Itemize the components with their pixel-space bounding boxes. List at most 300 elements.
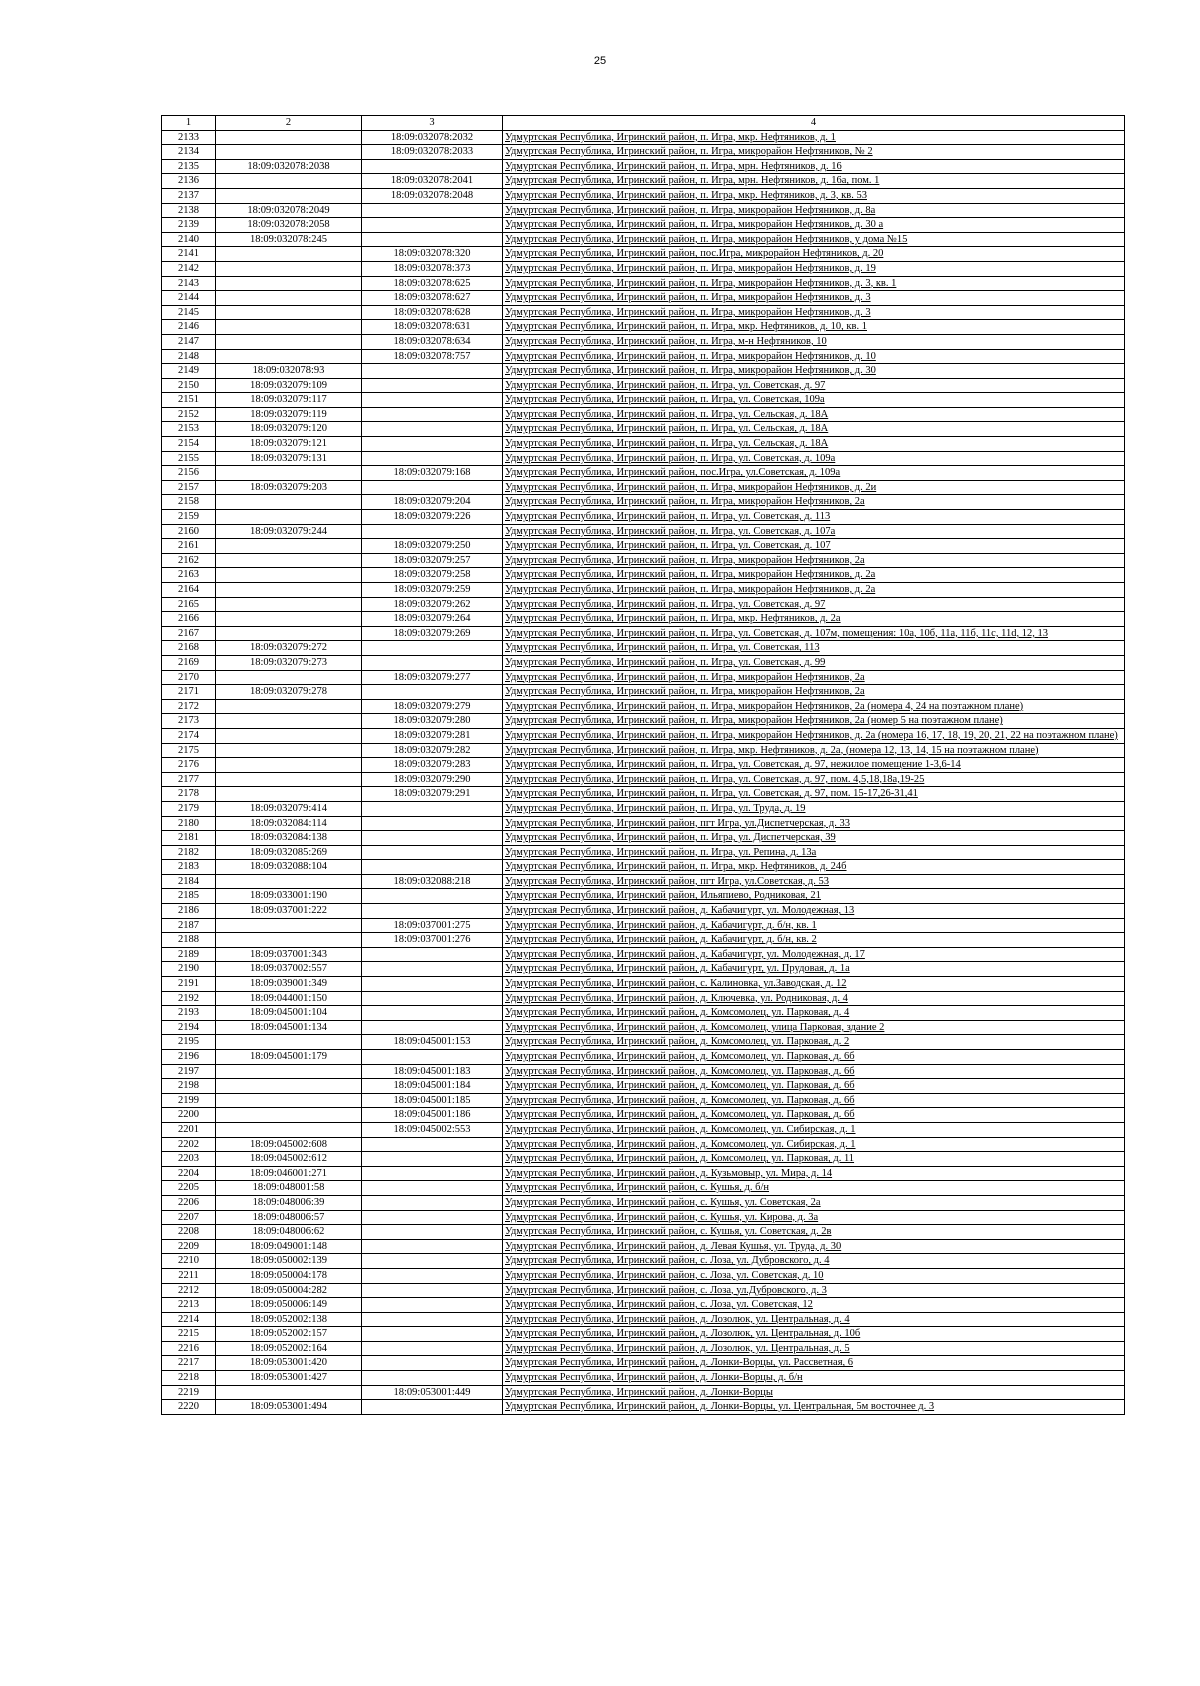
cadastral-number-cell: 18:09:053001:494 <box>216 1400 362 1415</box>
cadastral-number-alt-cell <box>362 860 503 875</box>
cadastral-number-cell <box>216 1108 362 1123</box>
cadastral-number-cell: 18:09:032078:245 <box>216 232 362 247</box>
table-row <box>162 612 1125 627</box>
cadastral-number-alt-cell <box>362 685 503 700</box>
table-row <box>162 407 1125 422</box>
cadastral-number-cell: 18:09:032085:269 <box>216 845 362 860</box>
row-number-cell: 2215 <box>162 1327 216 1342</box>
cadastral-number-cell <box>216 553 362 568</box>
table-row <box>162 218 1125 233</box>
row-number-cell: 2154 <box>162 437 216 452</box>
row-number-cell: 2148 <box>162 349 216 364</box>
row-number-cell: 2155 <box>162 451 216 466</box>
address-cell: Удмуртская Республика, Игринский район, д. Комсомолец, ул. Парковая, д. 4 <box>503 1006 1125 1021</box>
row-number-cell: 2209 <box>162 1239 216 1254</box>
row-number-cell: 2159 <box>162 510 216 525</box>
table-row <box>162 1093 1125 1108</box>
cadastral-number-alt-cell: 18:09:032079:279 <box>362 699 503 714</box>
address-cell: Удмуртская Республика, Игринский район, п. Игра, микрорайон Нефтяников, № 2 <box>503 145 1125 160</box>
cadastral-number-cell: 18:09:032078:2058 <box>216 218 362 233</box>
row-number-cell: 2168 <box>162 641 216 656</box>
row-number-cell: 2175 <box>162 743 216 758</box>
address-cell: Удмуртская Республика, Игринский район, д. Кабачигурт, ул. Прудовая, д. 1а <box>503 962 1125 977</box>
cadastral-number-alt-cell: 18:09:032079:282 <box>362 743 503 758</box>
address-cell: Удмуртская Республика, Игринский район, д. Комсомолец, ул. Сибирская, д. 1 <box>503 1137 1125 1152</box>
address-cell: Удмуртская Республика, Игринский район, п. Игра, ул. Советская, д. 97 <box>503 597 1125 612</box>
address-cell: Удмуртская Республика, Игринский район, Ильяпиево, Родниковая, 21 <box>503 889 1125 904</box>
cadastral-number-alt-cell <box>362 1312 503 1327</box>
row-number-cell: 2179 <box>162 801 216 816</box>
cadastral-number-alt-cell <box>362 378 503 393</box>
table-row <box>162 597 1125 612</box>
table-row <box>162 305 1125 320</box>
table-row <box>162 1035 1125 1050</box>
cadastral-number-cell <box>216 597 362 612</box>
table-row <box>162 1298 1125 1313</box>
row-number-cell: 2203 <box>162 1152 216 1167</box>
cadastral-number-cell <box>216 728 362 743</box>
address-cell: Удмуртская Республика, Игринский район, п. Игра, микрорайон Нефтяников, д. 19 <box>503 261 1125 276</box>
cadastral-number-cell <box>216 772 362 787</box>
cadastral-number-cell: 18:09:045002:612 <box>216 1152 362 1167</box>
table-row <box>162 1356 1125 1371</box>
table-row <box>162 1122 1125 1137</box>
cadastral-number-alt-cell <box>362 480 503 495</box>
cadastral-number-alt-cell: 18:09:032078:628 <box>362 305 503 320</box>
row-number-cell: 2195 <box>162 1035 216 1050</box>
table-row <box>162 1385 1125 1400</box>
address-cell: Удмуртская Республика, Игринский район, д. Лонки-Ворцы, ул. Рассветная, 6 <box>503 1356 1125 1371</box>
cadastral-number-cell: 18:09:048001:58 <box>216 1181 362 1196</box>
cadastral-number-alt-cell: 18:09:045001:183 <box>362 1064 503 1079</box>
address-cell: Удмуртская Республика, Игринский район, с. Лоза, ул. Советская, 12 <box>503 1298 1125 1313</box>
cadastral-number-alt-cell: 18:09:032078:631 <box>362 320 503 335</box>
cadastral-number-cell <box>216 1093 362 1108</box>
table-row <box>162 466 1125 481</box>
address-cell: Удмуртская Республика, Игринский район, п. Игра, микрорайон Нефтяников, д. 3 <box>503 291 1125 306</box>
row-number-cell: 2167 <box>162 626 216 641</box>
address-cell: Удмуртская Республика, Игринский район, п. Игра, микрорайон Нефтяников, д. 8а <box>503 203 1125 218</box>
cadastral-number-cell: 18:09:037002:557 <box>216 962 362 977</box>
row-number-cell: 2210 <box>162 1254 216 1269</box>
table-row <box>162 422 1125 437</box>
row-number-cell: 2173 <box>162 714 216 729</box>
cadastral-number-cell <box>216 305 362 320</box>
address-cell: Удмуртская Республика, Игринский район, п. Игра, микрорайон Нефтяников, д. 30 <box>503 364 1125 379</box>
address-cell: Удмуртская Республика, Игринский район, п. Игра, ул. Советская, д. 107 <box>503 539 1125 554</box>
table-row <box>162 1254 1125 1269</box>
table-row <box>162 874 1125 889</box>
cadastral-number-cell <box>216 145 362 160</box>
table-row <box>162 583 1125 598</box>
table-row <box>162 130 1125 145</box>
row-number-cell: 2156 <box>162 466 216 481</box>
row-number-cell: 2174 <box>162 728 216 743</box>
cadastral-number-cell: 18:09:045001:104 <box>216 1006 362 1021</box>
cadastral-number-alt-cell <box>362 991 503 1006</box>
address-cell: Удмуртская Республика, Игринский район, д. Комсомолец, ул. Парковая, д. 6б <box>503 1079 1125 1094</box>
cadastral-number-alt-cell <box>362 947 503 962</box>
cadastral-number-cell <box>216 874 362 889</box>
cadastral-number-cell <box>216 933 362 948</box>
table-row <box>162 261 1125 276</box>
table-row <box>162 364 1125 379</box>
address-cell: Удмуртская Республика, Игринский район, д. Левая Кушья, ул. Труда, д. 30 <box>503 1239 1125 1254</box>
address-cell: Удмуртская Республика, Игринский район, п. Игра, ул. Советская, д. 99 <box>503 655 1125 670</box>
address-cell: Удмуртская Республика, Игринский район, п. Игра, микрорайон Нефтяников, 2а <box>503 685 1125 700</box>
table-row <box>162 1108 1125 1123</box>
table-row <box>162 685 1125 700</box>
table-row <box>162 291 1125 306</box>
cadastral-number-cell: 18:09:045002:608 <box>216 1137 362 1152</box>
address-cell: Удмуртская Республика, Игринский район, п. Игра, микрорайон Нефтяников, 2а (номер 5 на поэтажном плане) <box>503 714 1125 729</box>
cadastral-number-alt-cell <box>362 1195 503 1210</box>
cadastral-number-cell <box>216 670 362 685</box>
row-number-cell: 2200 <box>162 1108 216 1123</box>
table-row <box>162 232 1125 247</box>
cadastral-number-alt-cell <box>362 1152 503 1167</box>
cadastral-number-cell <box>216 130 362 145</box>
cadastral-number-cell <box>216 568 362 583</box>
address-cell: Удмуртская Республика, Игринский район, д. Комсомолец, ул. Парковая, д. 6б <box>503 1108 1125 1123</box>
address-cell: Удмуртская Республика, Игринский район, п. Игра, ул. Советская, д. 97 <box>503 378 1125 393</box>
row-number-cell: 2205 <box>162 1181 216 1196</box>
cadastral-number-cell <box>216 787 362 802</box>
table-row <box>162 1312 1125 1327</box>
row-number-cell: 2146 <box>162 320 216 335</box>
cadastral-number-cell: 18:09:046001:271 <box>216 1166 362 1181</box>
row-number-cell: 2186 <box>162 904 216 919</box>
cadastral-number-cell: 18:09:050002:139 <box>216 1254 362 1269</box>
row-number-cell: 2212 <box>162 1283 216 1298</box>
row-number-cell: 2150 <box>162 378 216 393</box>
cadastral-number-alt-cell <box>362 1268 503 1283</box>
row-number-cell: 2135 <box>162 159 216 174</box>
address-cell: Удмуртская Республика, Игринский район, п. Игра, микрорайон Нефтяников, у дома №15 <box>503 232 1125 247</box>
cadastral-number-alt-cell: 18:09:032078:2041 <box>362 174 503 189</box>
row-number-cell: 2204 <box>162 1166 216 1181</box>
address-cell: Удмуртская Республика, Игринский район, п. Игра, микрорайон Нефтяников, 2а (номера 4, 24 на поэтажном плане) <box>503 699 1125 714</box>
cadastral-number-alt-cell <box>362 1181 503 1196</box>
table-row <box>162 860 1125 875</box>
cadastral-number-alt-cell <box>362 1298 503 1313</box>
row-number-cell: 2177 <box>162 772 216 787</box>
register-table <box>161 115 1125 1415</box>
cadastral-number-alt-cell <box>362 904 503 919</box>
row-number-cell: 2145 <box>162 305 216 320</box>
table-row <box>162 1137 1125 1152</box>
address-cell: Удмуртская Республика, Игринский район, д. Комсомолец, ул. Парковая, д. 2 <box>503 1035 1125 1050</box>
cadastral-number-alt-cell <box>362 1283 503 1298</box>
table-row <box>162 845 1125 860</box>
row-number-cell: 2211 <box>162 1268 216 1283</box>
address-cell: Удмуртская Республика, Игринский район, д. Комсомолец, ул. Парковая, д. 11 <box>503 1152 1125 1167</box>
address-cell: Удмуртская Республика, Игринский район, п. Игра, ул. Советская, д. 109а <box>503 451 1125 466</box>
cadastral-number-alt-cell: 18:09:032079:259 <box>362 583 503 598</box>
cadastral-number-cell: 18:09:039001:349 <box>216 977 362 992</box>
cadastral-number-alt-cell: 18:09:032079:257 <box>362 553 503 568</box>
table-row <box>162 203 1125 218</box>
address-cell: Удмуртская Республика, Игринский район, п. Игра, микрорайон Нефтяников, 2а <box>503 553 1125 568</box>
table-row <box>162 1371 1125 1386</box>
table-row <box>162 772 1125 787</box>
row-number-cell: 2153 <box>162 422 216 437</box>
address-cell: Удмуртская Республика, Игринский район, д. Лонки-Ворцы, ул. Центральная, 5м восточнее д. 3 <box>503 1400 1125 1415</box>
row-number-cell: 2196 <box>162 1050 216 1065</box>
table-row <box>162 1152 1125 1167</box>
cadastral-number-alt-cell <box>362 422 503 437</box>
cadastral-number-cell <box>216 743 362 758</box>
address-cell: Удмуртская Республика, Игринский район, д. Лозолюк, ул. Центральная, д. 4 <box>503 1312 1125 1327</box>
address-cell: Удмуртская Республика, Игринский район, д. Кузьмовыр, ул. Мира, д. 14 <box>503 1166 1125 1181</box>
address-cell: Удмуртская Республика, Игринский район, п. Игра, мкр. Нефтяников, д. 10, кв. 1 <box>503 320 1125 335</box>
table-header-row <box>162 116 1125 131</box>
cadastral-number-cell: 18:09:032079:109 <box>216 378 362 393</box>
address-cell: Удмуртская Республика, Игринский район, п. Игра, мкр. Нефтяников, д. 24б <box>503 860 1125 875</box>
table-row <box>162 349 1125 364</box>
row-number-cell: 2162 <box>162 553 216 568</box>
address-cell: Удмуртская Республика, Игринский район, д. Лозолюк, ул. Центральная, д. 5 <box>503 1341 1125 1356</box>
table-row <box>162 977 1125 992</box>
cadastral-number-cell: 18:09:032079:120 <box>216 422 362 437</box>
row-number-cell: 2169 <box>162 655 216 670</box>
cadastral-number-alt-cell: 18:09:032079:262 <box>362 597 503 612</box>
address-cell: Удмуртская Республика, Игринский район, д. Лонки-Ворцы <box>503 1385 1125 1400</box>
cadastral-number-cell: 18:09:048006:39 <box>216 1195 362 1210</box>
cadastral-number-alt-cell: 18:09:032088:218 <box>362 874 503 889</box>
table-row <box>162 1079 1125 1094</box>
cadastral-number-cell: 18:09:032079:272 <box>216 641 362 656</box>
row-number-cell: 2189 <box>162 947 216 962</box>
cadastral-number-alt-cell <box>362 1327 503 1342</box>
cadastral-number-alt-cell <box>362 218 503 233</box>
table-row <box>162 1400 1125 1415</box>
row-number-cell: 2138 <box>162 203 216 218</box>
cadastral-number-cell <box>216 291 362 306</box>
row-number-cell: 2214 <box>162 1312 216 1327</box>
table-row <box>162 524 1125 539</box>
address-cell: Удмуртская Республика, Игринский район, п. Игра, ул. Советская, д. 113 <box>503 510 1125 525</box>
cadastral-number-cell: 18:09:048006:57 <box>216 1210 362 1225</box>
table-row <box>162 553 1125 568</box>
address-cell: Удмуртская Республика, Игринский район, д. Кабачигурт, д. б/н, кв. 2 <box>503 933 1125 948</box>
row-number-cell: 2180 <box>162 816 216 831</box>
table-row <box>162 787 1125 802</box>
cadastral-number-alt-cell: 18:09:032078:2033 <box>362 145 503 160</box>
cadastral-number-alt-cell <box>362 1166 503 1181</box>
address-cell: Удмуртская Республика, Игринский район, д. Комсомолец, ул. Сибирская, д. 1 <box>503 1122 1125 1137</box>
cadastral-number-alt-cell <box>362 1137 503 1152</box>
cadastral-number-alt-cell <box>362 1239 503 1254</box>
cadastral-number-cell: 18:09:044001:150 <box>216 991 362 1006</box>
cadastral-number-cell <box>216 261 362 276</box>
cadastral-number-alt-cell <box>362 524 503 539</box>
table-row <box>162 699 1125 714</box>
table-row <box>162 758 1125 773</box>
address-cell: Удмуртская Республика, Игринский район, п. Игра, микрорайон Нефтяников, д. 3, кв. 1 <box>503 276 1125 291</box>
cadastral-number-cell: 18:09:048006:62 <box>216 1225 362 1240</box>
cadastral-number-cell: 18:09:032079:203 <box>216 480 362 495</box>
row-number-cell: 2171 <box>162 685 216 700</box>
table-row <box>162 568 1125 583</box>
cadastral-number-cell: 18:09:032079:278 <box>216 685 362 700</box>
row-number-cell: 2176 <box>162 758 216 773</box>
table-row <box>162 1239 1125 1254</box>
address-cell: Удмуртская Республика, Игринский район, п. Игра, мкр. Нефтяников, д. 3, кв. 53 <box>503 188 1125 203</box>
cadastral-number-alt-cell: 18:09:032079:269 <box>362 626 503 641</box>
cadastral-number-cell: 18:09:037001:222 <box>216 904 362 919</box>
address-cell: Удмуртская Республика, Игринский район, п. Игра, ул. Советская, д. 107м, помещения: 10а, 10б, 11а, 11б, 11с, 11d, 12, 13 <box>503 626 1125 641</box>
table-row <box>162 1020 1125 1035</box>
cadastral-number-alt-cell: 18:09:032079:290 <box>362 772 503 787</box>
row-number-cell: 2218 <box>162 1371 216 1386</box>
address-cell: Удмуртская Республика, Игринский район, п. Игра, микрорайон Нефтяников, д. 2а <box>503 568 1125 583</box>
address-cell: Удмуртская Республика, Игринский район, д. Комсомолец, улица Парковая, здание 2 <box>503 1020 1125 1035</box>
address-cell: Удмуртская Республика, Игринский район, с. Кушья, ул. Советская, д. 2в <box>503 1225 1125 1240</box>
row-number-cell: 2201 <box>162 1122 216 1137</box>
row-number-cell: 2149 <box>162 364 216 379</box>
address-cell: Удмуртская Республика, Игринский район, п. Игра, м-н Нефтяников, 10 <box>503 334 1125 349</box>
cadastral-number-alt-cell: 18:09:032078:2032 <box>362 130 503 145</box>
cadastral-number-cell <box>216 583 362 598</box>
table-body <box>162 130 1125 1414</box>
address-cell: Удмуртская Республика, Игринский район, п. Игра, микрорайон Нефтяников, 2а <box>503 495 1125 510</box>
cadastral-number-alt-cell: 18:09:045001:186 <box>362 1108 503 1123</box>
cadastral-number-alt-cell <box>362 1225 503 1240</box>
address-cell: Удмуртская Республика, Игринский район, п. Игра, микрорайон Нефтяников, д. 30 а <box>503 218 1125 233</box>
cadastral-number-alt-cell <box>362 845 503 860</box>
row-number-cell: 2219 <box>162 1385 216 1400</box>
table-row <box>162 831 1125 846</box>
row-number-cell: 2172 <box>162 699 216 714</box>
cadastral-number-alt-cell <box>362 1020 503 1035</box>
row-number-cell: 2194 <box>162 1020 216 1035</box>
cadastral-number-alt-cell <box>362 831 503 846</box>
cadastral-number-alt-cell <box>362 801 503 816</box>
address-cell: Удмуртская Республика, Игринский район, п. Игра, мрн. Нефтяников, д. 16а, пом. 1 <box>503 174 1125 189</box>
row-number-cell: 2164 <box>162 583 216 598</box>
table-row <box>162 1327 1125 1342</box>
row-number-cell: 2140 <box>162 232 216 247</box>
address-cell: Удмуртская Республика, Игринский район, п. Игра, ул. Сельская, д. 18А <box>503 437 1125 452</box>
table-row <box>162 145 1125 160</box>
table-row <box>162 1225 1125 1240</box>
row-number-cell: 2181 <box>162 831 216 846</box>
address-cell: Удмуртская Республика, Игринский район, п. Игра, мрн. Нефтяников, д. 16 <box>503 159 1125 174</box>
cadastral-number-alt-cell <box>362 159 503 174</box>
table-row <box>162 334 1125 349</box>
row-number-cell: 2165 <box>162 597 216 612</box>
cadastral-number-cell: 18:09:032079:117 <box>216 393 362 408</box>
cadastral-number-alt-cell: 18:09:032079:277 <box>362 670 503 685</box>
cadastral-number-cell: 18:09:053001:420 <box>216 1356 362 1371</box>
cadastral-number-cell <box>216 918 362 933</box>
cadastral-number-alt-cell: 18:09:045001:153 <box>362 1035 503 1050</box>
address-cell: Удмуртская Республика, Игринский район, с. Лоза, ул. Советская, д. 10 <box>503 1268 1125 1283</box>
cadastral-number-cell: 18:09:045001:179 <box>216 1050 362 1065</box>
cadastral-number-alt-cell: 18:09:032079:258 <box>362 568 503 583</box>
address-cell: Удмуртская Республика, Игринский район, пос.Игра, ул.Советская, д. 109а <box>503 466 1125 481</box>
table-row <box>162 1283 1125 1298</box>
address-cell: Удмуртская Республика, Игринский район, п. Игра, мкр. Нефтяников, д. 2а <box>503 612 1125 627</box>
table-row <box>162 933 1125 948</box>
address-cell: Удмуртская Республика, Игринский район, п. Игра, микрорайон Нефтяников, д. 10 <box>503 349 1125 364</box>
table-row <box>162 437 1125 452</box>
address-cell: Удмуртская Республика, Игринский район, п. Игра, ул. Советская, 109а <box>503 393 1125 408</box>
address-cell: Удмуртская Республика, Игринский район, п. Игра, ул. Сельская, д. 18А <box>503 422 1125 437</box>
row-number-cell: 2197 <box>162 1064 216 1079</box>
address-cell: Удмуртская Республика, Игринский район, п. Игра, ул. Репина, д. 13а <box>503 845 1125 860</box>
address-cell: Удмуртская Республика, Игринский район, п. Игра, ул. Советская, д. 97, нежилое помещение 1-3,6-14 <box>503 758 1125 773</box>
row-number-cell: 2158 <box>162 495 216 510</box>
table-row <box>162 510 1125 525</box>
column-header-3: 3 <box>362 116 503 131</box>
cadastral-number-alt-cell: 18:09:032078:320 <box>362 247 503 262</box>
cadastral-number-alt-cell <box>362 1341 503 1356</box>
table-row <box>162 174 1125 189</box>
address-cell: Удмуртская Республика, Игринский район, пос.Игра, микрорайон Нефтяников, д. 20 <box>503 247 1125 262</box>
table-row <box>162 626 1125 641</box>
cadastral-number-alt-cell: 18:09:032079:250 <box>362 539 503 554</box>
cadastral-number-cell <box>216 539 362 554</box>
row-number-cell: 2192 <box>162 991 216 1006</box>
cadastral-number-alt-cell <box>362 1356 503 1371</box>
cadastral-number-alt-cell: 18:09:045001:184 <box>362 1079 503 1094</box>
cadastral-number-cell <box>216 699 362 714</box>
row-number-cell: 2213 <box>162 1298 216 1313</box>
address-cell: Удмуртская Республика, Игринский район, п. Игра, ул. Советская, д. 107а <box>503 524 1125 539</box>
table-row <box>162 801 1125 816</box>
cadastral-number-cell <box>216 174 362 189</box>
row-number-cell: 2147 <box>162 334 216 349</box>
row-number-cell: 2161 <box>162 539 216 554</box>
cadastral-number-alt-cell <box>362 816 503 831</box>
row-number-cell: 2199 <box>162 1093 216 1108</box>
cadastral-number-cell <box>216 626 362 641</box>
cadastral-number-cell: 18:09:050004:282 <box>216 1283 362 1298</box>
cadastral-number-alt-cell <box>362 451 503 466</box>
address-cell: Удмуртская Республика, Игринский район, с. Кушья, д. б/н <box>503 1181 1125 1196</box>
cadastral-number-cell: 18:09:052002:157 <box>216 1327 362 1342</box>
row-number-cell: 2206 <box>162 1195 216 1210</box>
row-number-cell: 2220 <box>162 1400 216 1415</box>
row-number-cell: 2144 <box>162 291 216 306</box>
table-row <box>162 159 1125 174</box>
cadastral-number-cell <box>216 758 362 773</box>
cadastral-number-alt-cell <box>362 655 503 670</box>
table-row <box>162 1006 1125 1021</box>
table-row <box>162 962 1125 977</box>
cadastral-number-alt-cell <box>362 232 503 247</box>
row-number-cell: 2193 <box>162 1006 216 1021</box>
cadastral-number-alt-cell: 18:09:032079:280 <box>362 714 503 729</box>
address-cell: Удмуртская Республика, Игринский район, пгт Игра, ул.Диспетчерская, д. 33 <box>503 816 1125 831</box>
cadastral-number-cell: 18:09:050004:178 <box>216 1268 362 1283</box>
cadastral-number-cell <box>216 247 362 262</box>
table-row <box>162 714 1125 729</box>
row-number-cell: 2152 <box>162 407 216 422</box>
address-cell: Удмуртская Республика, Игринский район, п. Игра, микрорайон Нефтяников, д. 2а (номера 16, 17, 18, 19, 20, 21, 22 на поэтажном плане) <box>503 728 1125 743</box>
row-number-cell: 2133 <box>162 130 216 145</box>
table-row <box>162 247 1125 262</box>
table-row <box>162 1210 1125 1225</box>
cadastral-number-alt-cell: 18:09:032079:204 <box>362 495 503 510</box>
cadastral-number-cell <box>216 1035 362 1050</box>
cadastral-number-cell: 18:09:032078:93 <box>216 364 362 379</box>
row-number-cell: 2178 <box>162 787 216 802</box>
row-number-cell: 2151 <box>162 393 216 408</box>
table-row <box>162 918 1125 933</box>
